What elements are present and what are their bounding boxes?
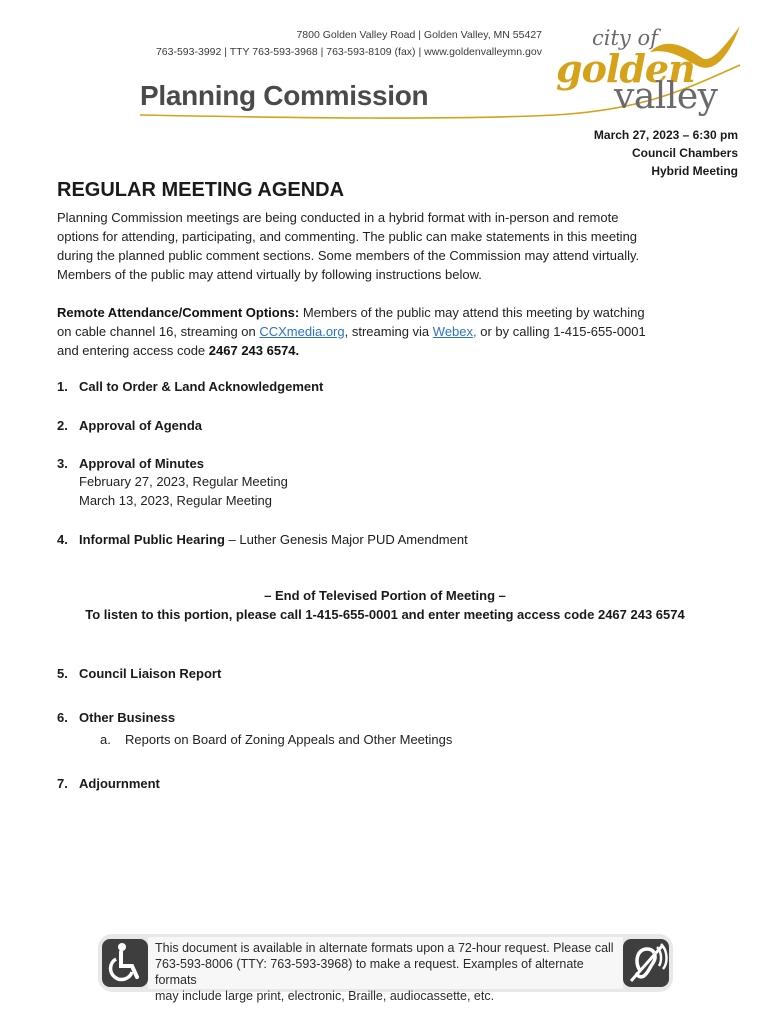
- notice-line: This document is available in alternate formats upon a 72-hour request. Please call: [155, 941, 614, 955]
- agenda-item-7: [57, 776, 160, 791]
- item-label: Informal Public Hearing: [79, 532, 225, 547]
- item-label: Other Business: [79, 710, 176, 725]
- commission-title: Planning Commission: [140, 80, 429, 111]
- item-label: Approval of Agenda: [79, 418, 203, 433]
- televised-end-note: – End of Televised Portion of Meeting –: [264, 588, 506, 603]
- sub-text: Reports on Board of Zoning Appeals and Other Meetings: [125, 732, 453, 747]
- agenda-item-5: [57, 666, 221, 681]
- alternate-formats-notice: [155, 940, 625, 1004]
- intro-line: during the planned public comment sections. Some members of the Commission may attend virtually.: [57, 248, 640, 263]
- intro-line: Members of the public may attend virtually by following instructions below.: [57, 267, 482, 282]
- agenda-item-2: [57, 418, 202, 433]
- accessibility-banner: [98, 934, 673, 1003]
- intro-line: Planning Commission meetings are being conducted in a hybrid format with in-person and remote: [57, 210, 619, 225]
- agenda-item-3: [57, 456, 204, 471]
- remote-text: Members of the public may attend this meeting by watching: [299, 305, 645, 320]
- remote-options-paragraph: [57, 303, 687, 360]
- logo-valley-text: valley: [614, 76, 718, 117]
- remote-text: on cable channel 16, streaming on: [57, 324, 260, 339]
- notice-line: may include large print, electronic, Braille, audiocassette, etc.: [155, 989, 495, 1003]
- intro-paragraph: [57, 208, 687, 284]
- address-line: 7800 Golden Valley Road | Golden Valley, MN 55427: [296, 29, 542, 41]
- remote-options-label: Remote Attendance/Comment Options:: [57, 305, 300, 320]
- item-label: Approval of Minutes: [79, 456, 204, 471]
- item-number: 2.: [57, 418, 68, 433]
- other-business-sub-a: [100, 732, 452, 747]
- item-suffix: – Luther Genesis Major PUD Amendment: [224, 532, 468, 547]
- sub-label: a.: [100, 732, 111, 747]
- meeting-location: Council Chambers: [631, 146, 738, 160]
- remote-text: and entering access code: [57, 343, 209, 358]
- item-label: Council Liaison Report: [79, 666, 222, 681]
- listen-note: To listen to this portion, please call 1-415-655-0001 and enter meeting access code 2467 243 6574: [85, 607, 685, 622]
- meeting-date-time: March 27, 2023 – 6:30 pm: [593, 128, 738, 142]
- item-label: Call to Order & Land Acknowledgement: [79, 379, 324, 394]
- wheelchair-icon: [102, 939, 148, 987]
- item-number: 7.: [57, 776, 68, 791]
- item-number: 6.: [57, 710, 68, 725]
- agenda-item-4: [57, 532, 468, 547]
- agenda-item-6: [57, 710, 175, 725]
- remote-text: or by calling 1-415-655-0001: [476, 324, 646, 339]
- webex-link[interactable]: Webex,: [432, 324, 477, 339]
- ccxmedia-link[interactable]: CCXmedia.org: [259, 324, 345, 339]
- remote-text: , streaming via: [344, 324, 433, 339]
- ear-icon: [623, 939, 669, 987]
- meeting-type: Hybrid Meeting: [651, 164, 738, 178]
- hearing-assistance-icon: [623, 939, 669, 987]
- agenda-item-1: [57, 379, 323, 394]
- logo-city-text: city of: [592, 26, 658, 50]
- intro-line: options for attending, participating, and commenting. The public can make statements in this meeting: [57, 229, 638, 244]
- item-number: 5.: [57, 666, 68, 681]
- notice-line: 763-593-8006 (TTY: 763-593-3968) to make a request. Examples of alternate formats: [155, 957, 584, 987]
- item-label: Adjournment: [79, 776, 160, 791]
- item-number: 1.: [57, 379, 68, 394]
- item-number: 3.: [57, 456, 68, 471]
- minutes-entry: February 27, 2023, Regular Meeting: [79, 474, 288, 489]
- item-number: 4.: [57, 532, 68, 547]
- agenda-title: REGULAR MEETING AGENDA: [57, 179, 345, 201]
- banner-text-panel: [148, 937, 623, 1003]
- contact-line: 763-593-3992 | TTY 763-593-3968 | 763-593-8109 (fax) | www.goldenvalleymn.gov: [155, 46, 542, 58]
- minutes-entry: March 13, 2023, Regular Meeting: [79, 493, 272, 508]
- logo-golden-text: golden: [556, 46, 695, 91]
- access-code: 2467 243 6574.: [208, 343, 300, 358]
- wheelchair-accessibility-icon: [102, 939, 148, 987]
- city-logo: [550, 14, 750, 118]
